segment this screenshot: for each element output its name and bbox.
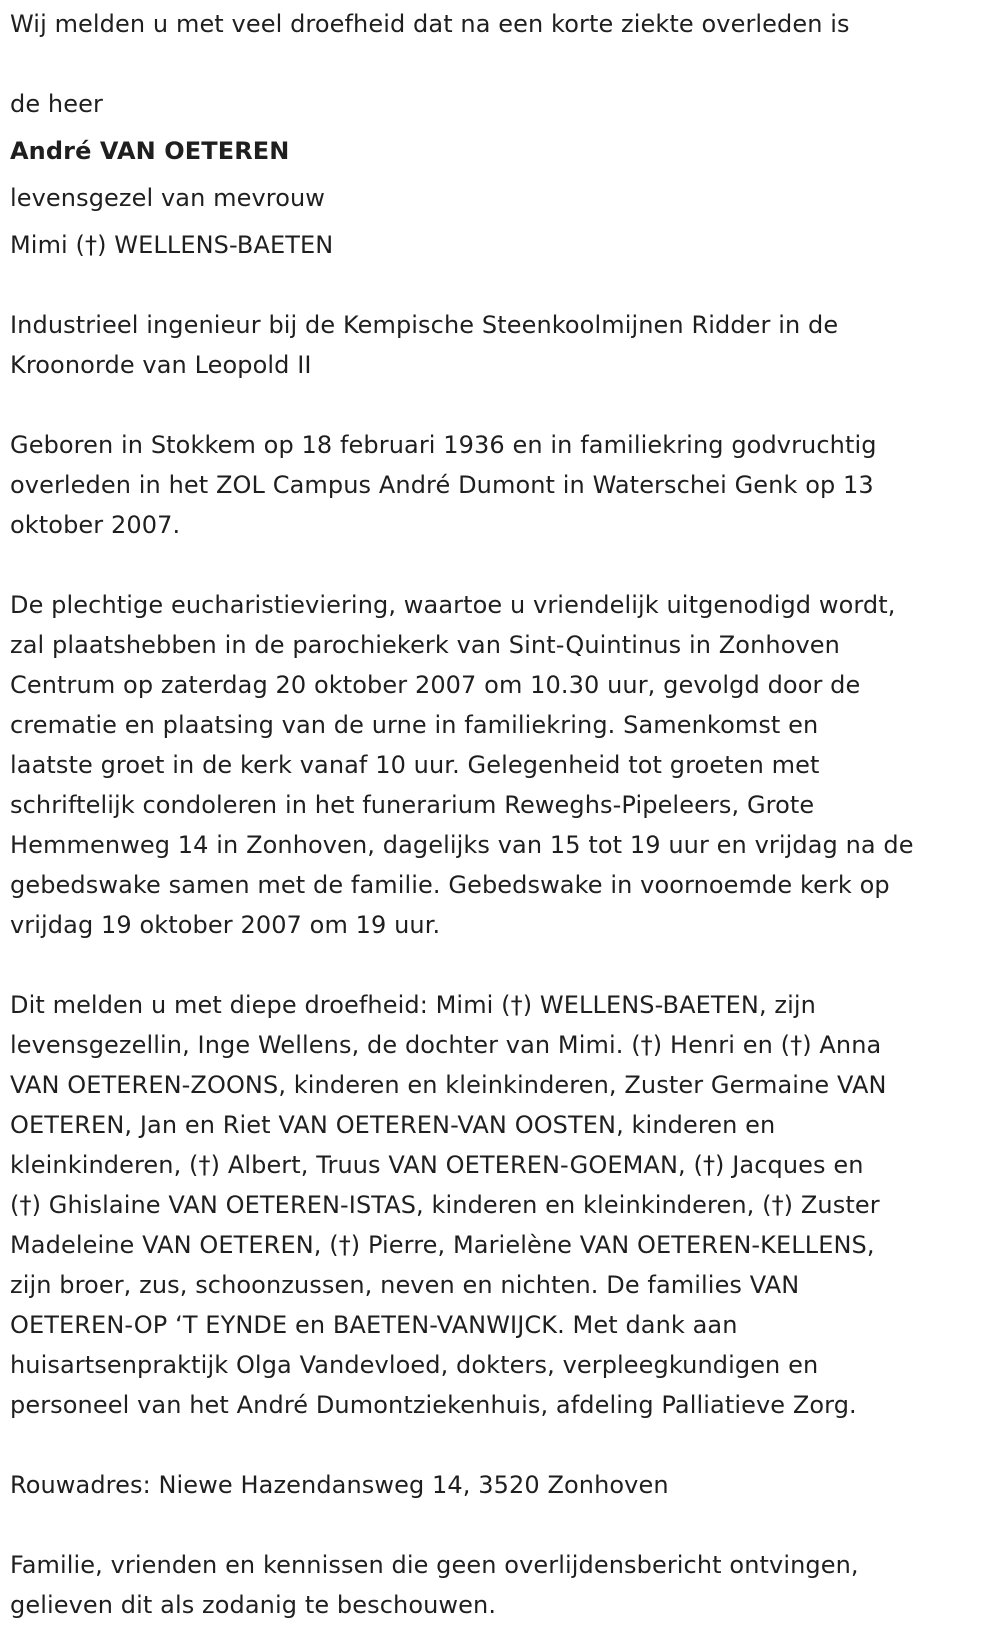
salutation: de heer	[10, 90, 103, 118]
partner-line: levensgezel van mevrouw	[10, 184, 326, 212]
birth-death-paragraph: Geboren in Stokkem op 18 februari 1936 en in familiekring godvruchtig overleden in het ZOL Campus André Dumont in Waterschei Genk op 13 oktober 2007.	[10, 431, 877, 539]
ceremony-paragraph: De plechtige eucharistieviering, waartoe u vriendelijk uitgenodigd wordt, zal plaatshebben in de parochiekerk van Sint-Quintinus in Zonhoven Centrum op zaterdag 20 oktober 2007 om 10.30 uur, gevolgd door de crematie en plaatsing van de urne in familiekring. Samenkomst en laatste groet in de kerk vanaf 10 uur. Gelegenheid tot groeten met schriftelijk condoleren in het funerarium Reweghs-Pipeleers, Grote Hemmenweg 14 in Zonhoven, dagelijks van 15 tot 19 uur en vrijdag na de gebedswake samen met de familie. Gebedswake in voornoemde kerk op vrijdag 19 oktober 2007 om 19 uur.	[10, 591, 914, 939]
mourning-address: Rouwadres: Niewe Hazendansweg 14, 3520 Zonhoven	[10, 1471, 669, 1499]
deceased-name: André VAN OETEREN	[10, 137, 290, 165]
career-paragraph: Industrieel ingenieur bij de Kempische Steenkoolmijnen Ridder in de Kroonorde van Leopold II	[10, 311, 839, 379]
closing-paragraph: Familie, vrienden en kennissen die geen overlijdensbericht ontvingen, gelieven dit als zodanig te beschouwen.	[10, 1551, 859, 1619]
opening-line: Wij melden u met veel droefheid dat na een korte ziekte overleden is	[10, 10, 850, 38]
mourners-paragraph: Dit melden u met diepe droefheid: Mimi (†) WELLENS-BAETEN, zijn levensgezellin, Inge Wellens, de dochter van Mimi. (†) Henri en (†) Anna VAN OETEREN-ZOONS, kinderen en kleinkinderen, Zuster Germaine VAN OETEREN, Jan en Riet VAN OETEREN-VAN OOSTEN, kinderen en kleinkinderen, (†) Albert, Truus VAN OETEREN-GOEMAN, (†) Jacques en (†) Ghislaine VAN OETEREN-ISTAS, kinderen en kleinkinderen, (†) Zuster Madeleine VAN OETEREN, (†) Pierre, Marielène VAN OETEREN-KELLENS, zijn broer, zus, schoonzussen, neven en nichten. De families VAN OETEREN-OP ‘T EYNDE en BAETEN-VANWIJCK. Met dank aan huisartsenpraktijk Olga Vandevloed, dokters, verpleegkundigen en personeel van het André Dumontziekenhuis, afdeling Palliatieve Zorg.	[10, 991, 887, 1419]
partner-name: Mimi (†) WELLENS-BAETEN	[10, 231, 334, 259]
